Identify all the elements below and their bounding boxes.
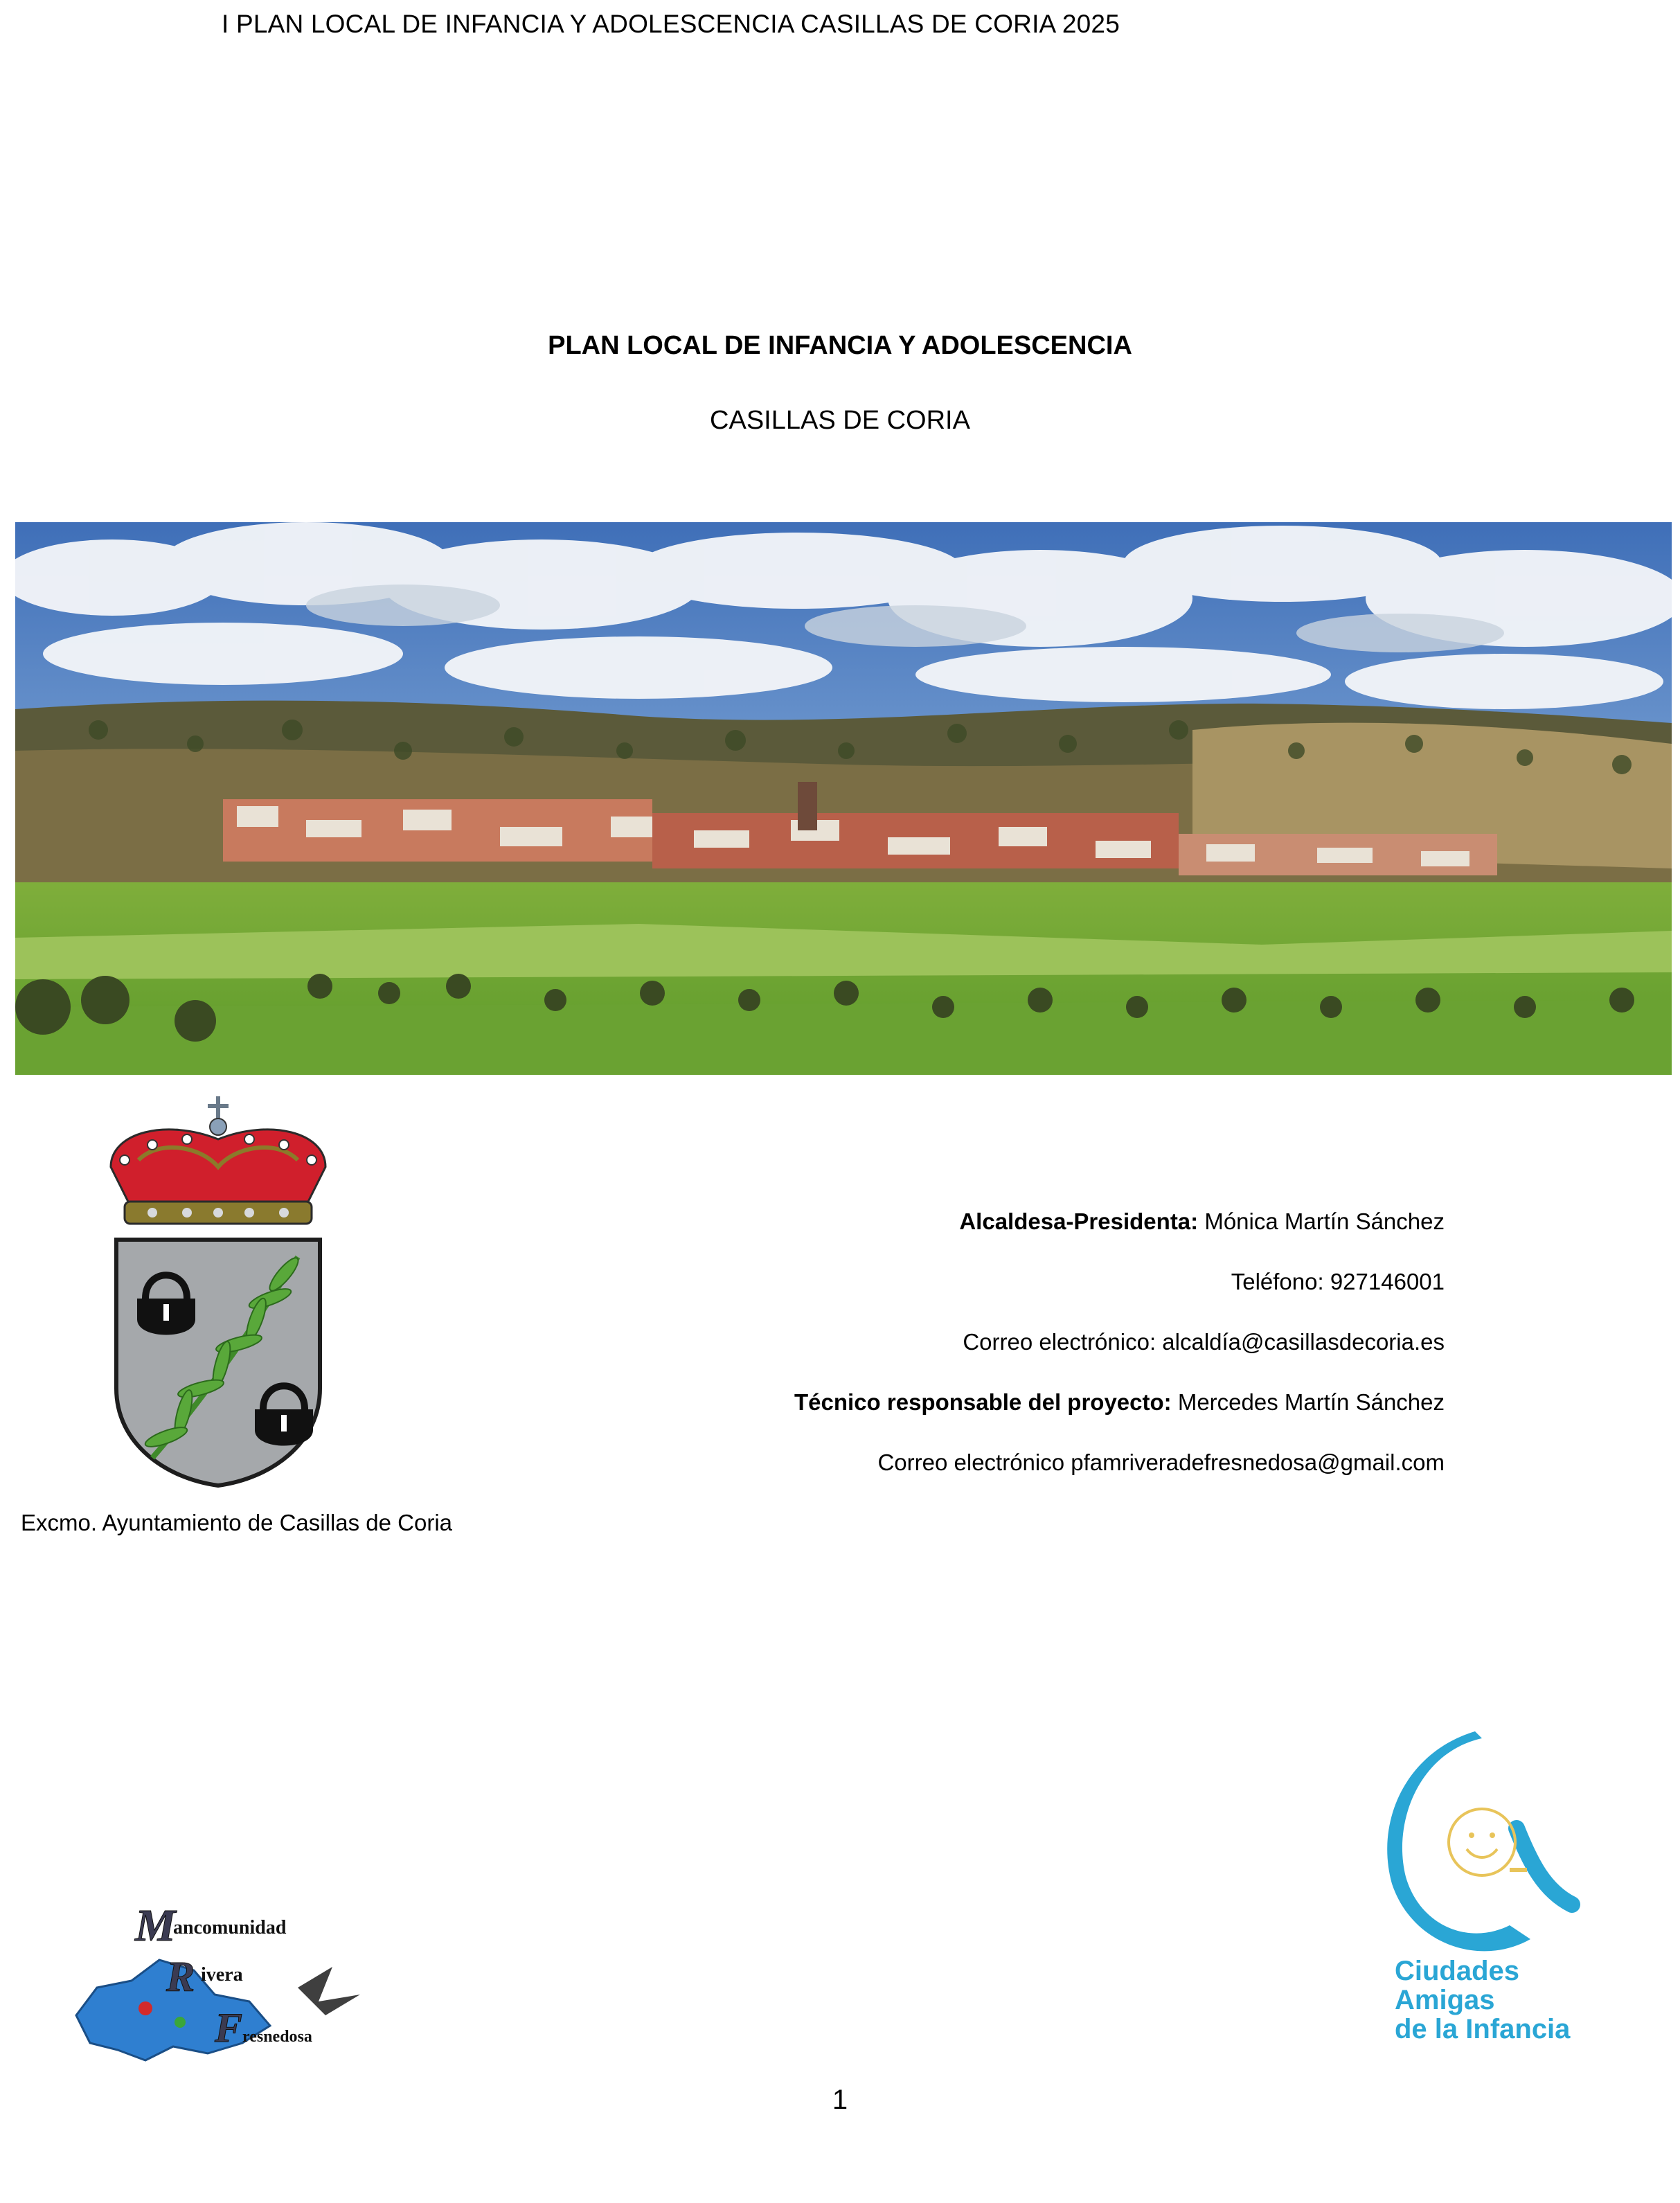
landscape-photo [15, 522, 1672, 1075]
mayor-name: Mónica Martín Sánchez [1204, 1208, 1445, 1234]
coat-of-arms [97, 1091, 339, 1492]
mancomunidad-word-2: ivera [201, 1964, 243, 1986]
technician-email-line: Correo electrónico pfamriveradefresnedosa@gmail.com [877, 1450, 1445, 1475]
page-number: 1 [832, 2085, 848, 2115]
cai-line-3: de la Infancia [1395, 2014, 1571, 2044]
mancomunidad-initial-m: M [135, 1905, 176, 1951]
cai-line-1: Ciudades [1395, 1956, 1520, 1986]
mayor-line [544, 1208, 1445, 1235]
mancomunidad-word-3: resnedosa [242, 2028, 312, 2046]
technician-name: Mercedes Martín Sánchez [1177, 1389, 1445, 1415]
technician-label: Técnico responsable del proyecto: [794, 1389, 1172, 1415]
document-subtitle: CASILLAS DE CORIA [710, 406, 970, 435]
phone-line: Teléfono: 927146001 [1231, 1269, 1445, 1294]
technician-line [544, 1389, 1445, 1416]
mancomunidad-initial-f: F [215, 2005, 243, 2051]
cai-line-2: Amigas [1395, 1985, 1495, 2015]
running-header: I PLAN LOCAL DE INFANCIA Y ADOLESCENCIA CASILLAS DE CORIA 2025 [222, 10, 1120, 38]
ciudades-amigas-wordmark [1395, 1956, 1570, 2044]
mancomunidad-initial-r: R [166, 1954, 195, 2001]
email-line: Correo electrónico: alcaldía@casillasdecoria.es [963, 1329, 1445, 1355]
mayor-label: Alcaldesa-Presidenta: [959, 1208, 1199, 1234]
mancomunidad-word-1: ancomunidad [173, 1917, 287, 1938]
mancomunidad-logo [69, 1905, 374, 2064]
coat-of-arms-caption: Excmo. Ayuntamiento de Casillas de Coria [21, 1510, 453, 1535]
document-title: PLAN LOCAL DE INFANCIA Y ADOLESCENCIA [548, 331, 1132, 360]
